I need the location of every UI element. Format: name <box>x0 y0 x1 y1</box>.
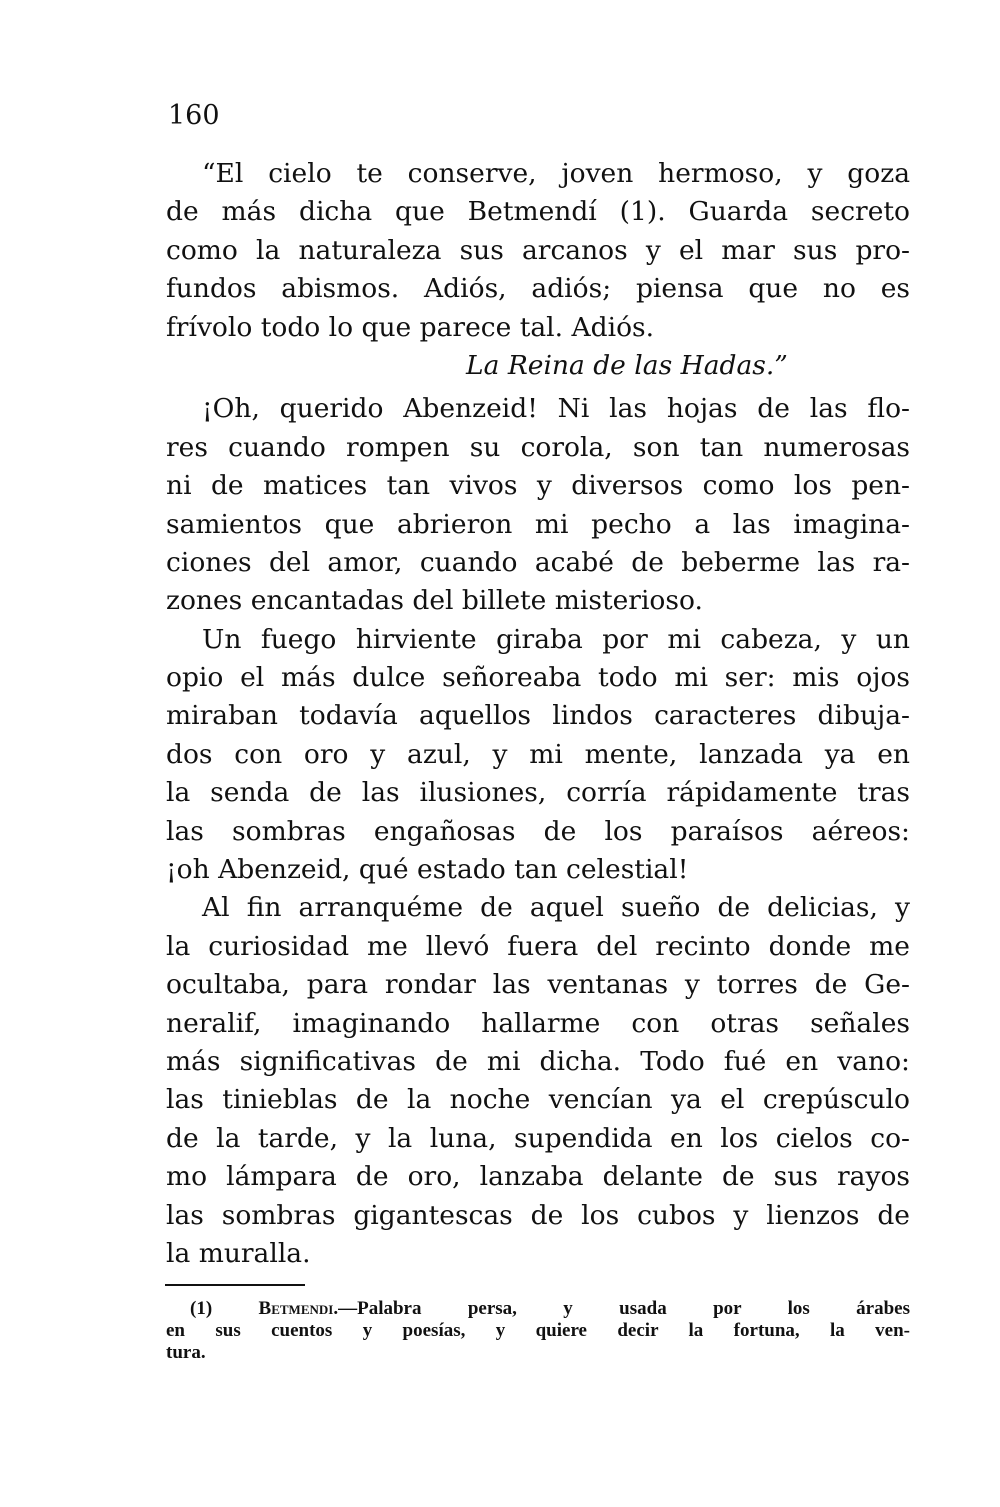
text-line: las tinieblas de la noche vencían ya el crepúsculo <box>166 1084 910 1116</box>
text-line: samientos que abrieron mi pecho a las imagina- <box>166 508 910 540</box>
text-line: fundos abismos. Adiós, adiós; piensa que no es <box>166 273 910 305</box>
text-line: la curiosidad me llevó fuera del recinto donde me <box>166 930 910 962</box>
text-line: ocultaba, para rondar las ventanas y torres de Ge- <box>166 969 910 1001</box>
text-line: de más dicha que Betmendí (1). Guarda secreto <box>166 196 910 228</box>
text-line: frívolo todo lo que parece tal. Adiós. <box>166 311 655 343</box>
text-line: las sombras engañosas de los paraísos aéreos: <box>166 815 910 847</box>
text-line: mo lámpara de oro, lanzaba delante de sus rayos <box>166 1161 910 1193</box>
text-line: “El cielo te conserve, joven hermoso, y goza <box>202 158 910 189</box>
text-line: la muralla. <box>166 1237 311 1269</box>
text-line: zones encantadas del billete misterioso. <box>166 585 703 617</box>
text-line: opio el más dulce señoreaba todo mi ser: mis ojos <box>166 662 910 694</box>
text-line: ¡oh Abenzeid, qué estado tan celestial! <box>166 854 689 886</box>
text-line: ni de matices tan vivos y diversos como los pen- <box>166 470 910 502</box>
page-number: 160 <box>168 100 220 131</box>
footnote <box>166 1298 910 1364</box>
text-line: Al fin arranquéme de aquel sueño de delicias, y <box>202 892 910 924</box>
text-line: como la naturaleza sus arcanos y el mar sus pro- <box>166 234 910 266</box>
text-line: neralif, imaginando hallarme con otras señales <box>166 1007 910 1039</box>
body-text <box>166 155 910 1273</box>
text-line: dos con oro y azul, y mi mente, lanzada ya en <box>166 738 910 770</box>
text-line: Un fuego hirviente giraba por mi cabeza, y un <box>202 623 910 655</box>
text-line: ciones del amor, cuando acabé de beberme las ra- <box>166 546 910 578</box>
footnote-line <box>166 1298 910 1320</box>
text-line: de la tarde, y la luna, supendida en los cielos co- <box>166 1122 910 1154</box>
footnote-line: en sus cuentos y poesías, y quiere decir la fortuna, la ven- <box>166 1320 910 1341</box>
footnote-marker: (1) <box>190 1298 213 1319</box>
footnote-term: Betmendi. <box>258 1298 339 1319</box>
text-line: ¡Oh, querido Abenzeid! Ni las hojas de las flo- <box>202 393 910 425</box>
footnote-divider <box>165 1284 305 1286</box>
letter-signature: La Reina de las Hadas.” <box>466 349 788 381</box>
footnote-line: tura. <box>166 1342 206 1363</box>
text-line: más significativas de mi dicha. Todo fué en vano: <box>166 1045 910 1077</box>
text-line: miraban todavía aquellos lindos caracteres dibuja- <box>166 700 910 732</box>
text-line: la senda de las ilusiones, corría rápidamente tras <box>166 777 910 809</box>
footnote-text: —Palabra persa, y usada por los árabes <box>338 1298 911 1319</box>
text-line: las sombras gigantescas de los cubos y lienzos de <box>166 1199 910 1231</box>
text-line: res cuando rompen su corola, son tan numerosas <box>166 431 910 463</box>
